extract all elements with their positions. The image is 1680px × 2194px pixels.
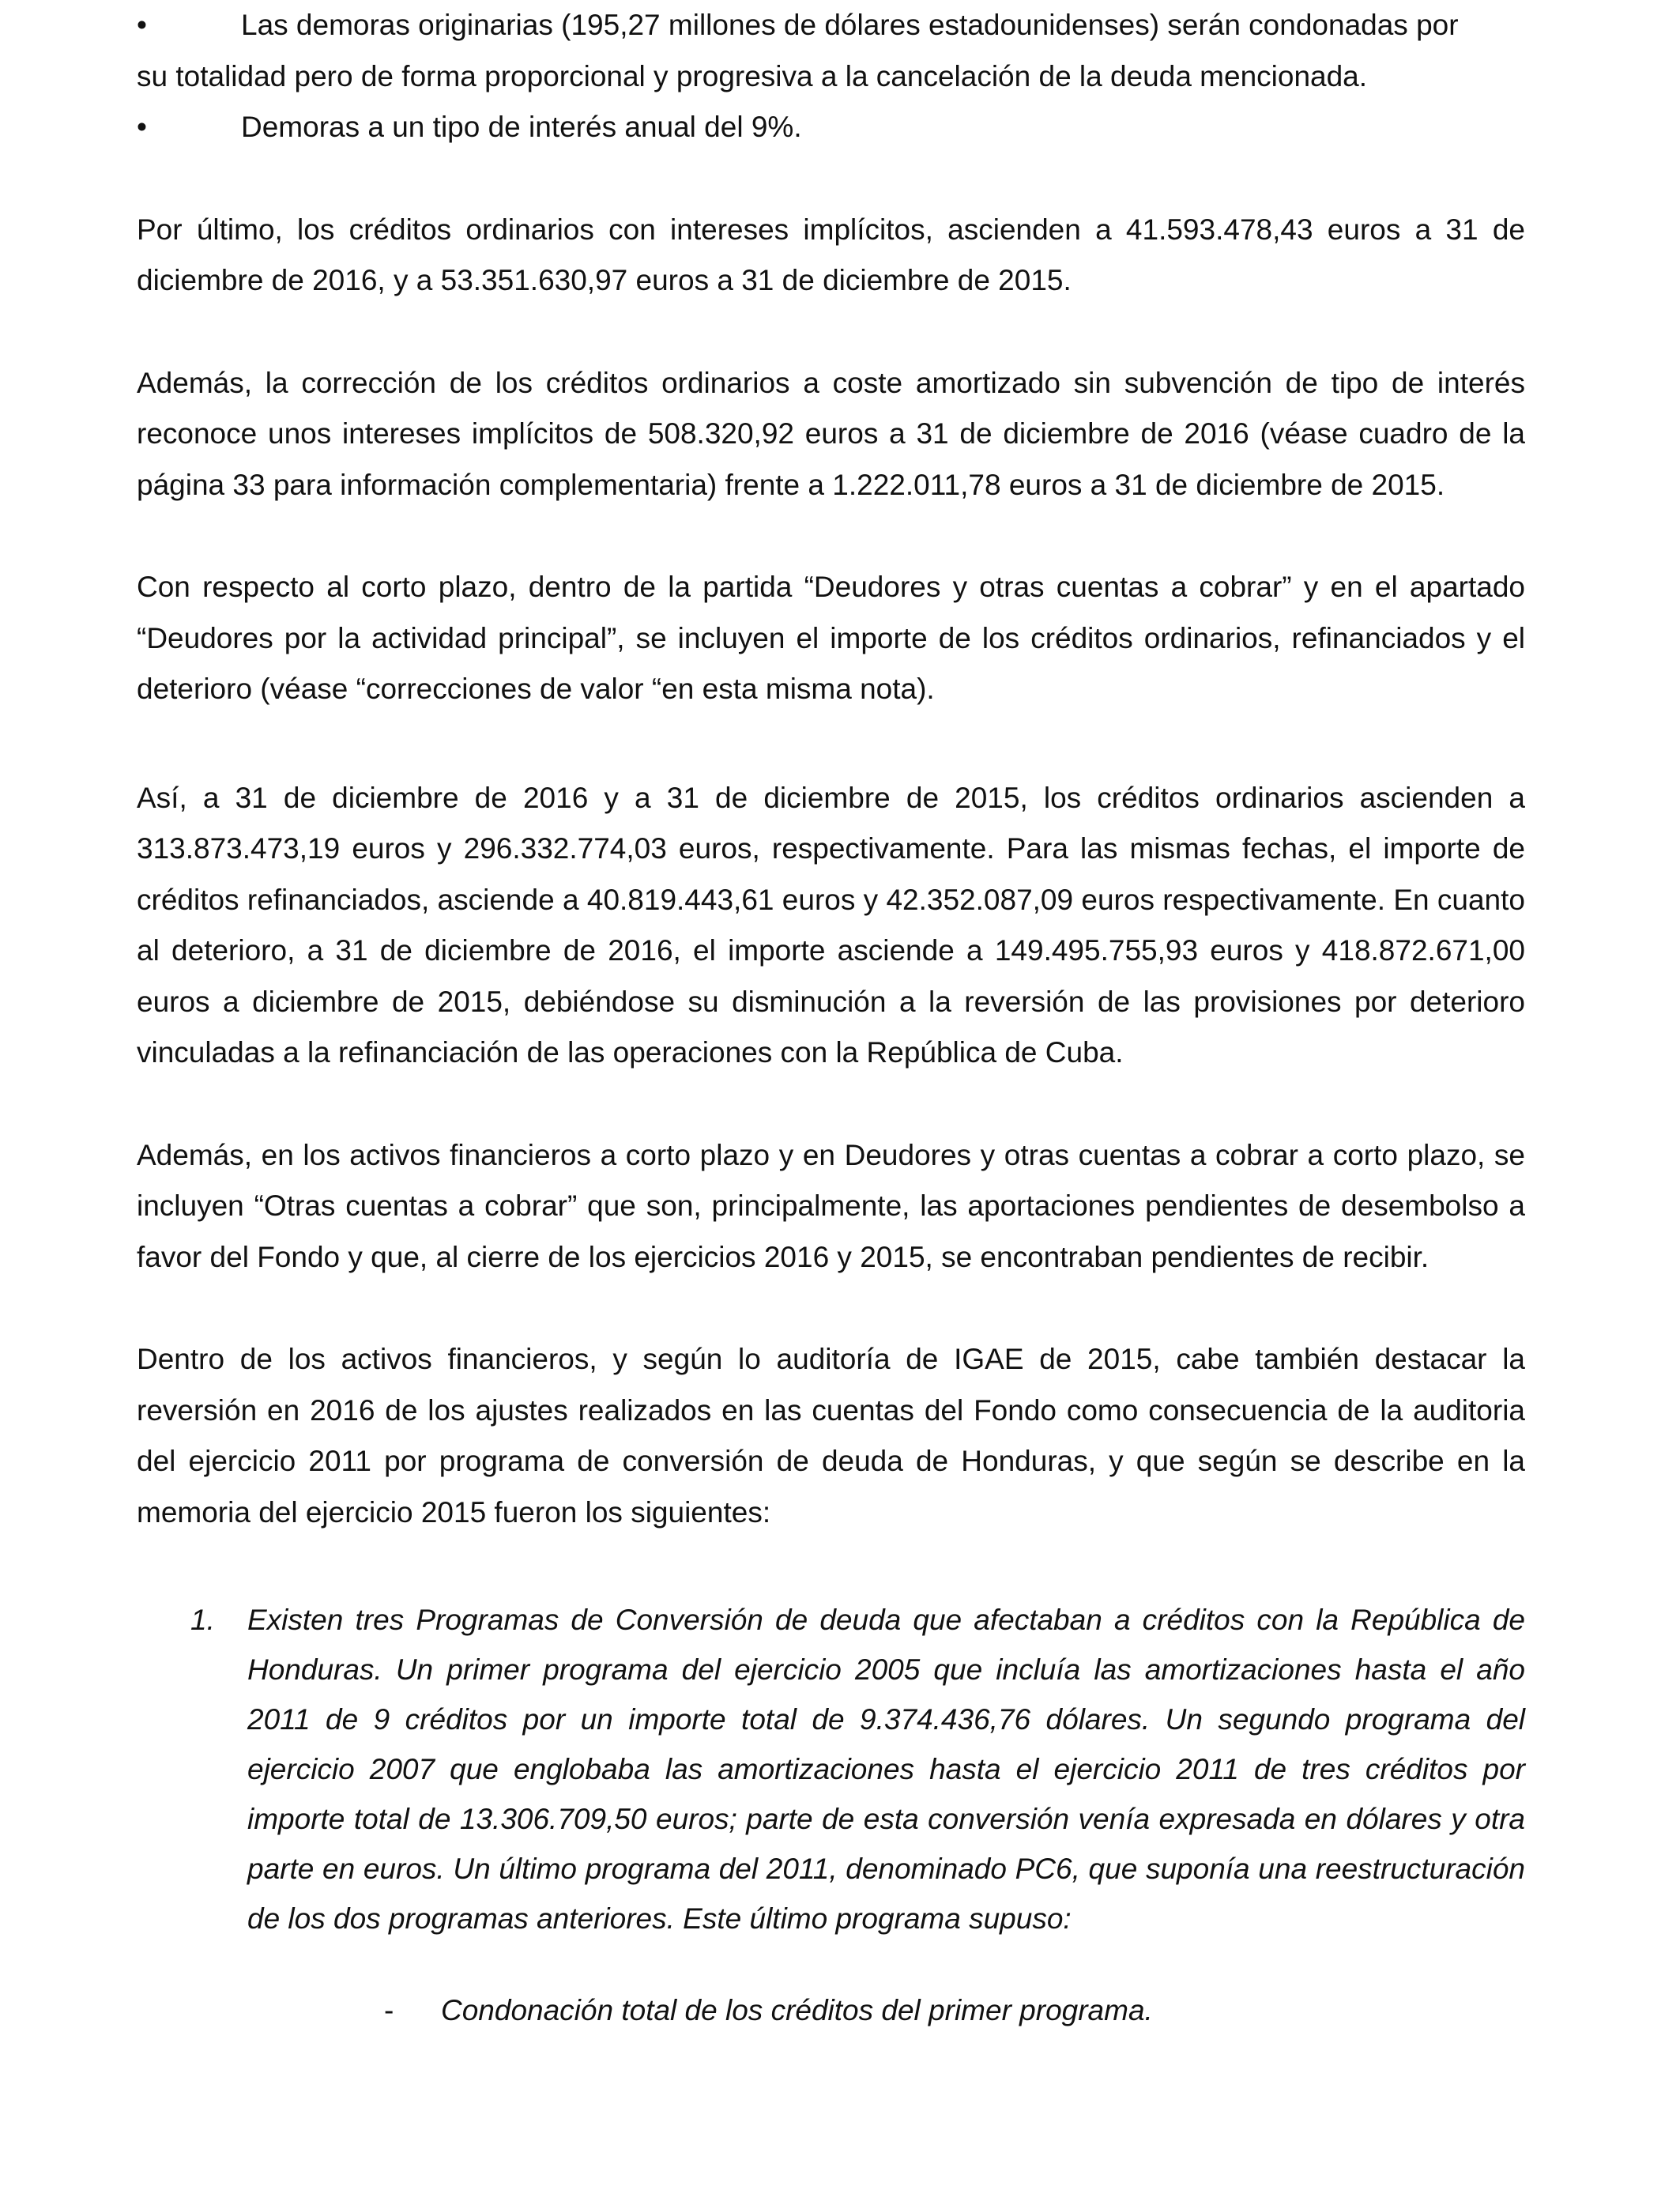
bullet-text: Demoras a un tipo de interés anual del 9%. (241, 111, 802, 143)
paragraph-auditoria-igae: Dentro de los activos financieros, y según lo auditoría de IGAE de 2015, cabe también destacar la reversión en 2016 de los ajustes realizados en las cuentas del Fondo como consecuencia de la auditoria del ejercicio 2011 por programa de conversión de deuda de Honduras, y que según se describe en la memoria del ejercicio 2015 fueron los siguientes: (137, 1343, 1525, 1529)
bullet-item (137, 102, 1525, 153)
document-page (137, 0, 1525, 2037)
paragraph-correccion-coste-amortizado: Además, la corrección de los créditos ordinarios a coste amortizado sin subvención de tipo de interés reconoce unos intereses implícitos de 508.320,92 euros a 31 de diciembre de 2016 (véase cuadro de la página 33 para información complementaria) frente a 1.222.011,78 euros a 31 de diciembre de 2015. (137, 366, 1525, 501)
bullet-continuation: su totalidad pero de forma proporcional y progresiva a la cancelación de la deuda mencionada. (137, 59, 1368, 92)
bullet-icon: • (137, 9, 147, 41)
bullet-item (137, 0, 1525, 51)
list-number: 1. (190, 1604, 215, 1636)
paragraph-otras-cuentas: Además, en los activos financieros a corto plazo y en Deudores y otras cuentas a cobrar a corto plazo, se incluyen “Otras cuentas a cobrar” que son, principalmente, las aportaciones pendientes de desembolso a favor del Fondo y que, al cierre de los ejercicios 2016 y 2015, se encontraban pendientes de recibir. (137, 1138, 1525, 1273)
bullet-list (137, 0, 1525, 153)
dash-item-text: Condonación total de los créditos del primer programa. (441, 1994, 1153, 2026)
paragraph-corto-plazo: Con respecto al corto plazo, dentro de la partida “Deudores y otras cuentas a cobrar” y en el apartado “Deudores por la actividad principal”, se incluyen el importe de los créditos ordinarios, refinanciados y el deterioro (véase “correcciones de valor “en esta misma nota). (137, 571, 1525, 705)
bullet-icon: • (137, 111, 147, 143)
paragraph-creditos-ordinarios: Así, a 31 de diciembre de 2016 y a 31 de diciembre de 2015, los créditos ordinarios ascienden a 313.873.473,19 euros y 296.332.774,03 euros, respectivamente. Para las mismas fechas, el importe de créditos refinanciados, asciende a 40.819.443,61 euros y 42.352.087,09 euros respectivamente. En cuanto al deterioro, a 31 de diciembre de 2016, el importe asciende a 149.495.755,93 euros y 418.872.671,00 euros a diciembre de 2015, debiéndose su disminución a la reversión de las provisiones por deterioro vinculadas a la refinanciación de las operaciones con la República de Cuba. (137, 781, 1525, 1069)
paragraph-intereses-implicitos: Por último, los créditos ordinarios con intereses implícitos, ascienden a 41.593.478,43 euros a 31 de diciembre de 2016, y a 53.351.630,97 euros a 31 de diciembre de 2015. (137, 213, 1525, 296)
ordered-list-item (137, 1595, 1525, 1943)
dash-icon: - (384, 1994, 394, 2026)
bullet-text: Las demoras originarias (195,27 millones de dólares estadounidenses) serán condonadas por (241, 9, 1459, 41)
dash-list-item (137, 1985, 1525, 2037)
list-item-text: Existen tres Programas de Conversión de deuda que afectaban a créditos con la República de Honduras. Un primer programa del ejercicio 2005 que incluía las amortizaciones hasta el año 2011 de 9 créditos por un importe total de 9.374.436,76 dólares. Un segundo programa del ejercicio 2007 que englobaba las amortizaciones hasta el ejercicio 2011 de tres créditos por importe total de 13.306.709,50 euros; parte de esta conversión venía expresada en dólares y otra parte en euros. Un último programa del 2011, denominado PC6, que suponía una reestructuración de los dos programas anteriores. Este último programa supuso: (247, 1604, 1525, 1935)
